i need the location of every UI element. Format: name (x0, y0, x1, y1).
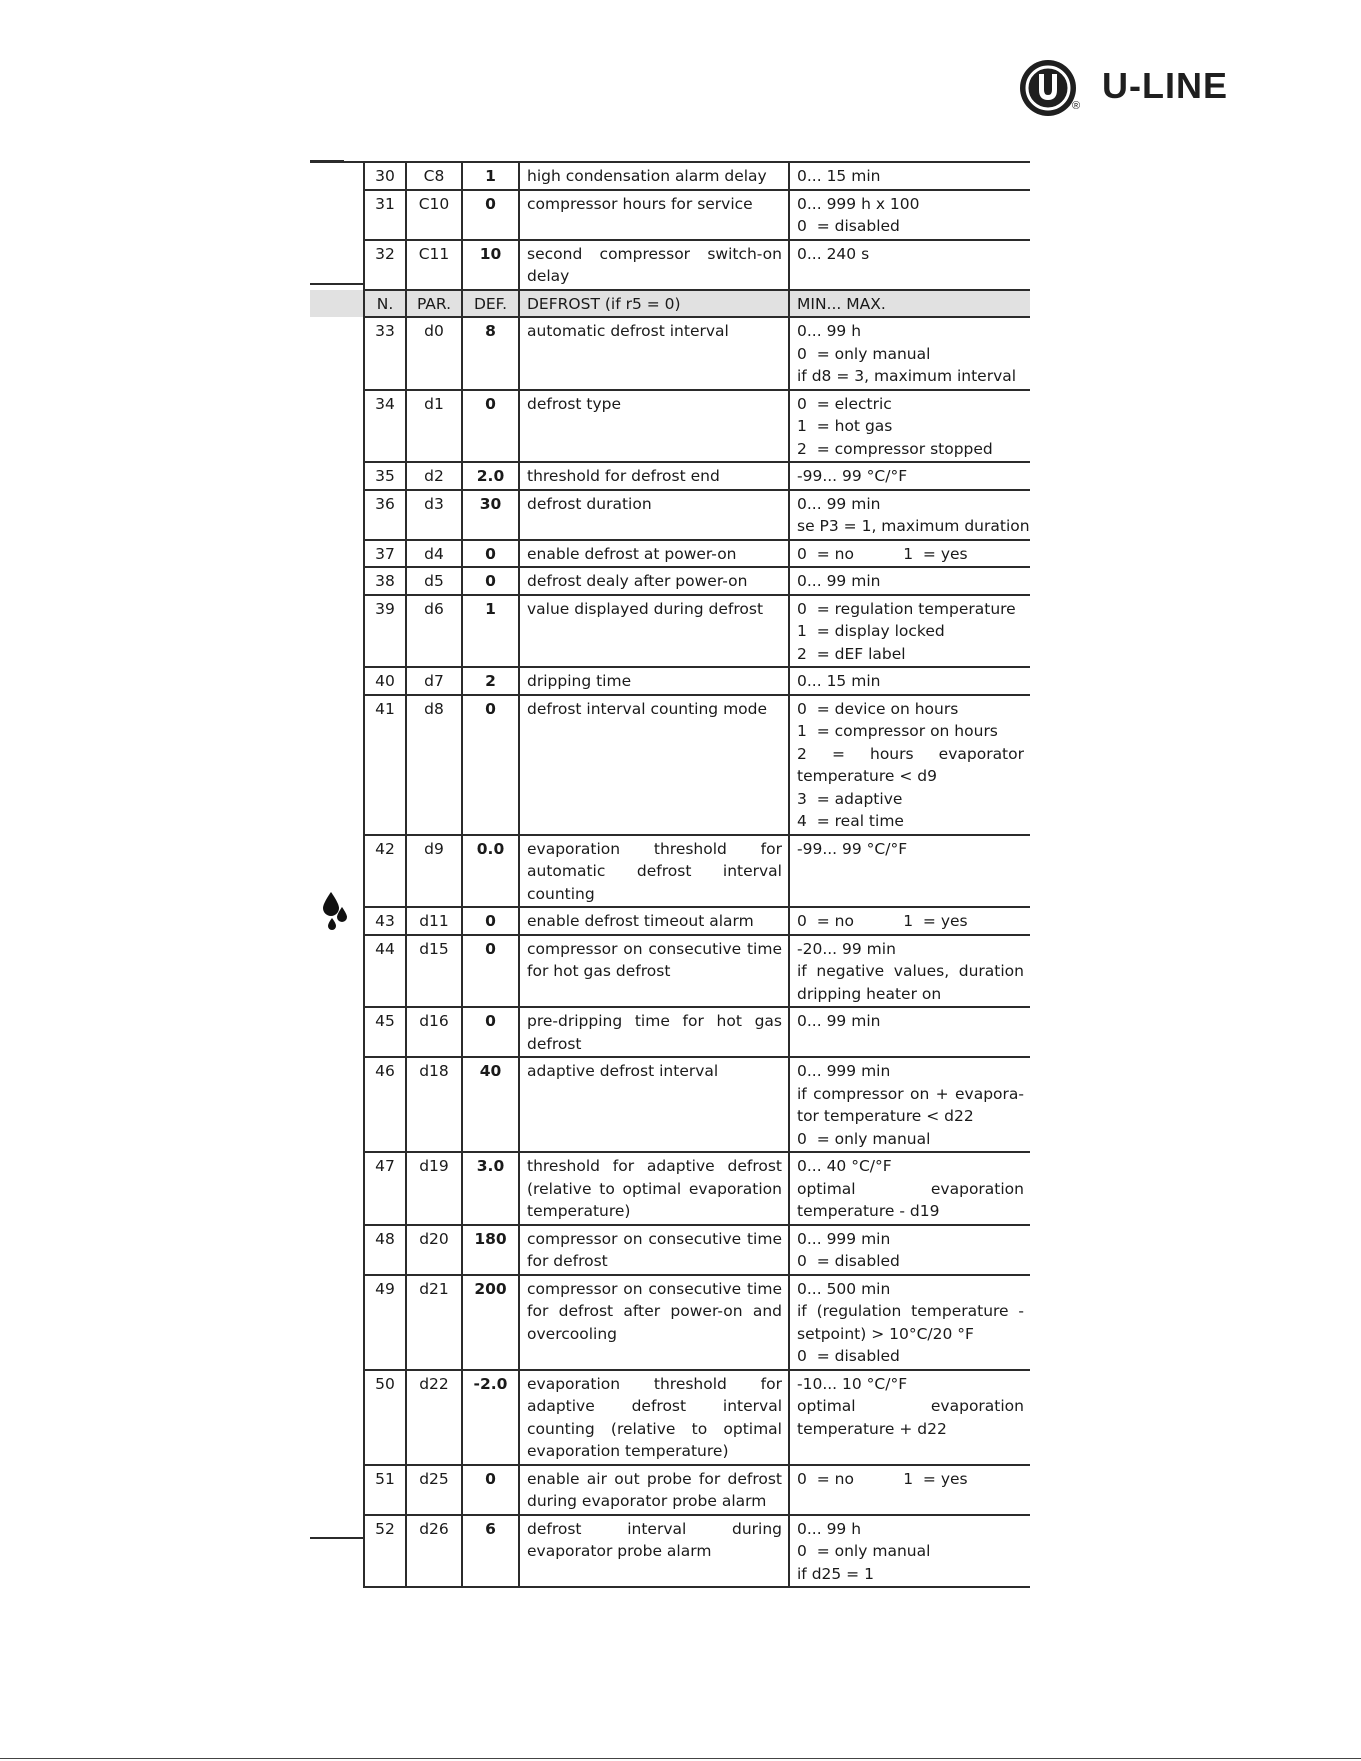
cell-parameter: d8 (406, 695, 462, 835)
cell-description (519, 1152, 789, 1225)
section-margin-cell (310, 462, 364, 490)
range-line: se P3 = 1, maximum duration (797, 517, 1030, 535)
table-row (310, 1465, 1030, 1515)
cell-description (519, 1465, 789, 1515)
range-line: if (regulation temperature - setpoint) > 10°C/20 °F (797, 1302, 1024, 1343)
cell-default: 0 (462, 567, 519, 595)
table-header-row (310, 290, 1030, 318)
range-line: 0... 99 h (797, 322, 862, 340)
table-row (310, 1007, 1030, 1057)
section-margin-cell (310, 1465, 364, 1515)
range-line: 0... 999 h x 100 (797, 194, 920, 213)
cell-number: 52 (364, 1515, 406, 1588)
range-line: 0 = no 1 = yes (797, 1469, 968, 1488)
cell-number: 47 (364, 1152, 406, 1225)
cell-range (789, 1152, 1030, 1225)
section-margin-cell (310, 695, 364, 835)
description-text: adaptive defrost interval (527, 1062, 719, 1080)
cell-parameter: d9 (406, 835, 462, 908)
range-line: 0... 99 h (797, 1519, 862, 1538)
description-text: second compressor switch-on delay (527, 244, 782, 285)
description-text: evaporation threshold for adaptive defrost interval counting (relative to optimal evaporation temperature) (527, 1374, 782, 1460)
cell-parameter: d22 (406, 1370, 462, 1465)
cell-range: MIN... MAX. (789, 290, 1030, 318)
range-line: 0 = regulation temperature (797, 599, 1016, 618)
registered-mark: ® (1072, 100, 1081, 112)
section-margin-cell (310, 907, 364, 935)
cell-parameter: d26 (406, 1515, 462, 1588)
range-line: 0... 500 min (797, 1279, 891, 1298)
cell-description (519, 162, 789, 190)
range-line: -99... 99 °C/°F (797, 839, 908, 858)
table-row (310, 240, 1030, 290)
section-margin-cell (310, 1275, 364, 1370)
range-line: 0... 99 min (797, 494, 881, 513)
cell-number: 40 (364, 667, 406, 695)
cell-parameter: d19 (406, 1152, 462, 1225)
cell-number: 44 (364, 935, 406, 1008)
cell-range (789, 540, 1030, 568)
description-text: DEFROST (if r5 = 0) (527, 294, 681, 313)
cell-parameter: d18 (406, 1057, 462, 1152)
description-text: evaporation threshold for automatic defrost interval counting (527, 839, 782, 903)
table-row (310, 390, 1030, 463)
cell-default: 3.0 (462, 1152, 519, 1225)
cell-description (519, 490, 789, 540)
range-line: 4 = real time (797, 812, 904, 830)
cell-range (789, 567, 1030, 595)
cell-range (789, 1007, 1030, 1057)
description-text: threshold for defrost end (527, 467, 720, 485)
cell-description (519, 1225, 789, 1275)
cell-range (789, 1225, 1030, 1275)
section-margin-cell (310, 490, 364, 540)
description-text: compressor on consecutive time for hot gas defrost (527, 939, 782, 980)
cell-default: 0 (462, 190, 519, 240)
table-row (310, 1515, 1030, 1588)
cell-parameter: C10 (406, 190, 462, 240)
description-text: automatic defrost interval (527, 322, 729, 340)
cell-range (789, 1275, 1030, 1370)
cell-description (519, 595, 789, 668)
description-text: dripping time (527, 672, 632, 690)
section-margin-cell (310, 835, 364, 908)
cell-parameter: d16 (406, 1007, 462, 1057)
cell-number: 42 (364, 835, 406, 908)
table-row (310, 567, 1030, 595)
range-line: 0 = device on hours (797, 699, 959, 718)
description-text: enable defrost at power-on (527, 544, 737, 563)
range-line: 2 = dEF label (797, 644, 906, 663)
table-row (310, 1370, 1030, 1465)
cell-description (519, 1370, 789, 1465)
cell-range (789, 490, 1030, 540)
cell-parameter: d2 (406, 462, 462, 490)
cell-description (519, 667, 789, 695)
cell-default: 1 (462, 162, 519, 190)
cell-number: 34 (364, 390, 406, 463)
cell-range (789, 190, 1030, 240)
cell-description (519, 190, 789, 240)
range-line: 0... 240 s (797, 244, 870, 263)
section-margin-cell (310, 1515, 364, 1588)
cell-parameter: C11 (406, 240, 462, 290)
cell-number: 43 (364, 907, 406, 935)
cell-number: 31 (364, 190, 406, 240)
cell-default: 0 (462, 1465, 519, 1515)
cell-number: 51 (364, 1465, 406, 1515)
cell-number: 30 (364, 162, 406, 190)
description-text: enable defrost timeout alarm (527, 912, 754, 930)
range-line: 0... 15 min (797, 672, 881, 690)
table-row (310, 540, 1030, 568)
table-row (310, 667, 1030, 695)
range-line: optimal evaporation temperature - d19 (797, 1179, 1024, 1220)
table-row (310, 835, 1030, 908)
range-line: 0 = disabled (797, 1252, 900, 1270)
cell-description (519, 1275, 789, 1370)
cell-number: 33 (364, 317, 406, 390)
cell-default: 0 (462, 907, 519, 935)
range-line: 0... 999 min (797, 1229, 891, 1248)
cell-default: 2 (462, 667, 519, 695)
cell-parameter: d25 (406, 1465, 462, 1515)
range-line: if negative values, duration dripping heater on (797, 962, 1024, 1003)
range-line: 0 = only manual (797, 344, 931, 363)
section-margin-cell (310, 667, 364, 695)
description-text: compressor on consecutive time for defrost after power-on and overcooling (527, 1279, 782, 1343)
range-line: 0 = no 1 = yes (797, 912, 968, 930)
cell-description (519, 695, 789, 835)
section-margin-cell (310, 1007, 364, 1057)
cell-default: 0 (462, 935, 519, 1008)
cell-range (789, 667, 1030, 695)
cell-number: 38 (364, 567, 406, 595)
description-text: threshold for adaptive defrost (relative to optimal evaporation temperature) (527, 1157, 782, 1220)
cell-parameter: d5 (406, 567, 462, 595)
cell-description (519, 462, 789, 490)
cell-number: 35 (364, 462, 406, 490)
cell-parameter: C8 (406, 162, 462, 190)
cell-range (789, 907, 1030, 935)
cell-default: -2.0 (462, 1370, 519, 1465)
range-line: 0 = only manual (797, 1542, 931, 1560)
cell-range (789, 240, 1030, 290)
cell-description (519, 567, 789, 595)
cell-number: 50 (364, 1370, 406, 1465)
range-line: 0 = electric (797, 394, 892, 413)
cell-parameter: d4 (406, 540, 462, 568)
cell-parameter: d7 (406, 667, 462, 695)
cell-parameter: d0 (406, 317, 462, 390)
cell-range (789, 1515, 1030, 1588)
cell-default: DEF. (462, 290, 519, 318)
section-margin-cell (310, 1370, 364, 1465)
range-line: 3 = adaptive (797, 789, 903, 808)
cell-number: 39 (364, 595, 406, 668)
range-line: 0... 99 min (797, 572, 881, 590)
table-row (310, 595, 1030, 668)
description-text: defrost interval during evaporator probe alarm (527, 1519, 782, 1560)
section-margin-cell (310, 290, 364, 318)
range-line: 0 = only manual (797, 1129, 931, 1148)
range-line: 1 = hot gas (797, 417, 893, 435)
range-line: if compressor on + evapora-tor temperature < d22 (797, 1084, 1024, 1125)
cell-default: 180 (462, 1225, 519, 1275)
section-margin-cell (310, 1057, 364, 1152)
description-text: compressor hours for service (527, 194, 753, 213)
description-text: compressor on consecutive time for defrost (527, 1229, 782, 1270)
cell-description (519, 1007, 789, 1057)
section-margin-cell (310, 567, 364, 595)
section-margin-cell (310, 240, 364, 290)
table-row (310, 1152, 1030, 1225)
section-margin-cell (310, 317, 364, 390)
cell-default: 6 (462, 1515, 519, 1588)
cell-range (789, 695, 1030, 835)
range-line: if d25 = 1 (797, 1564, 874, 1583)
section-margin-cell (310, 1225, 364, 1275)
cell-parameter: d21 (406, 1275, 462, 1370)
cell-parameter: d20 (406, 1225, 462, 1275)
cell-parameter: d6 (406, 595, 462, 668)
table-row (310, 190, 1030, 240)
range-line: 1 = compressor on hours (797, 722, 998, 740)
cell-range (789, 835, 1030, 908)
range-line: 0... 15 min (797, 167, 881, 185)
cell-range (789, 595, 1030, 668)
range-line: optimal evaporation temperature + d22 (797, 1397, 1024, 1438)
table-row (310, 695, 1030, 835)
cell-range (789, 390, 1030, 463)
table-row (310, 1057, 1030, 1152)
description-text: pre-dripping time for hot gas defrost (527, 1012, 782, 1053)
range-line: -20... 99 min (797, 939, 896, 958)
range-line: -99... 99 °C/°F (797, 467, 908, 485)
section-margin-cell (310, 190, 364, 240)
range-line: 0 = no 1 = yes (797, 544, 968, 563)
table-row (310, 907, 1030, 935)
cell-range (789, 1057, 1030, 1152)
section-margin-cell (310, 595, 364, 668)
table-row (310, 1225, 1030, 1275)
cell-description (519, 1515, 789, 1588)
cell-description (519, 290, 789, 318)
cell-number: 41 (364, 695, 406, 835)
cell-default: 30 (462, 490, 519, 540)
description-text: enable air out probe for defrost during evaporator probe alarm (527, 1469, 782, 1510)
section-margin-cell (310, 162, 364, 190)
range-line: 1 = display locked (797, 622, 945, 640)
range-line: 2 = compressor stopped (797, 439, 993, 458)
description-text: defrost dealy after power-on (527, 572, 748, 590)
cell-default: 40 (462, 1057, 519, 1152)
section-margin-cell (310, 1152, 364, 1225)
range-line: 2 = hours evaporator temperature < d9 (797, 744, 1024, 785)
brand-logo (1018, 56, 1278, 120)
page-bottom-rule (0, 1758, 1361, 1759)
cell-default: 0 (462, 390, 519, 463)
table-row (310, 317, 1030, 390)
cell-number: 36 (364, 490, 406, 540)
cell-default: 10 (462, 240, 519, 290)
cell-range (789, 317, 1030, 390)
cell-number: N. (364, 290, 406, 318)
table-row (310, 1275, 1030, 1370)
cell-description (519, 317, 789, 390)
cell-description (519, 1057, 789, 1152)
cell-parameter: d1 (406, 390, 462, 463)
parameter-table-wrap (310, 161, 1030, 1588)
range-line: 0... 99 min (797, 1012, 881, 1030)
cell-description (519, 390, 789, 463)
description-text: high condensation alarm delay (527, 167, 767, 185)
cell-description (519, 935, 789, 1008)
section-margin-cell (310, 935, 364, 1008)
description-text: defrost type (527, 394, 622, 413)
cell-description (519, 907, 789, 935)
cell-default: 1 (462, 595, 519, 668)
range-line: -10... 10 °C/°F (797, 1374, 908, 1393)
range-line: 0... 999 min (797, 1062, 891, 1080)
cell-number: 37 (364, 540, 406, 568)
parameter-table-body (310, 162, 1030, 1587)
cell-number: 32 (364, 240, 406, 290)
cell-parameter: d3 (406, 490, 462, 540)
range-line: 0 = disabled (797, 1347, 900, 1365)
cell-description (519, 835, 789, 908)
cell-range (789, 1370, 1030, 1465)
section-margin-cell (310, 390, 364, 463)
description-text: defrost duration (527, 494, 652, 513)
cell-description (519, 240, 789, 290)
cell-parameter: d11 (406, 907, 462, 935)
cell-description (519, 540, 789, 568)
cell-parameter: d15 (406, 935, 462, 1008)
description-text: defrost interval counting mode (527, 699, 768, 718)
parameter-table (310, 161, 1030, 1588)
cell-default: 0 (462, 695, 519, 835)
cell-number: 49 (364, 1275, 406, 1370)
table-row (310, 935, 1030, 1008)
cell-parameter: PAR. (406, 290, 462, 318)
cell-range (789, 935, 1030, 1008)
cell-number: 46 (364, 1057, 406, 1152)
table-row (310, 162, 1030, 190)
cell-default: 0 (462, 540, 519, 568)
section-margin-cell (310, 540, 364, 568)
range-line: if d8 = 3, maximum interval (797, 367, 1017, 385)
cell-number: 45 (364, 1007, 406, 1057)
cell-default: 8 (462, 317, 519, 390)
cell-range (789, 162, 1030, 190)
range-line: 0 = disabled (797, 217, 900, 235)
table-row (310, 490, 1030, 540)
cell-default: 0.0 (462, 835, 519, 908)
table-row (310, 462, 1030, 490)
cell-number: 48 (364, 1225, 406, 1275)
cell-range (789, 462, 1030, 490)
brand-name: U-LINE (1102, 65, 1228, 106)
range-line: 0... 40 °C/°F (797, 1157, 892, 1175)
cell-range (789, 1465, 1030, 1515)
cell-default: 0 (462, 1007, 519, 1057)
cell-default: 200 (462, 1275, 519, 1370)
cell-default: 2.0 (462, 462, 519, 490)
description-text: value displayed during defrost (527, 599, 764, 618)
